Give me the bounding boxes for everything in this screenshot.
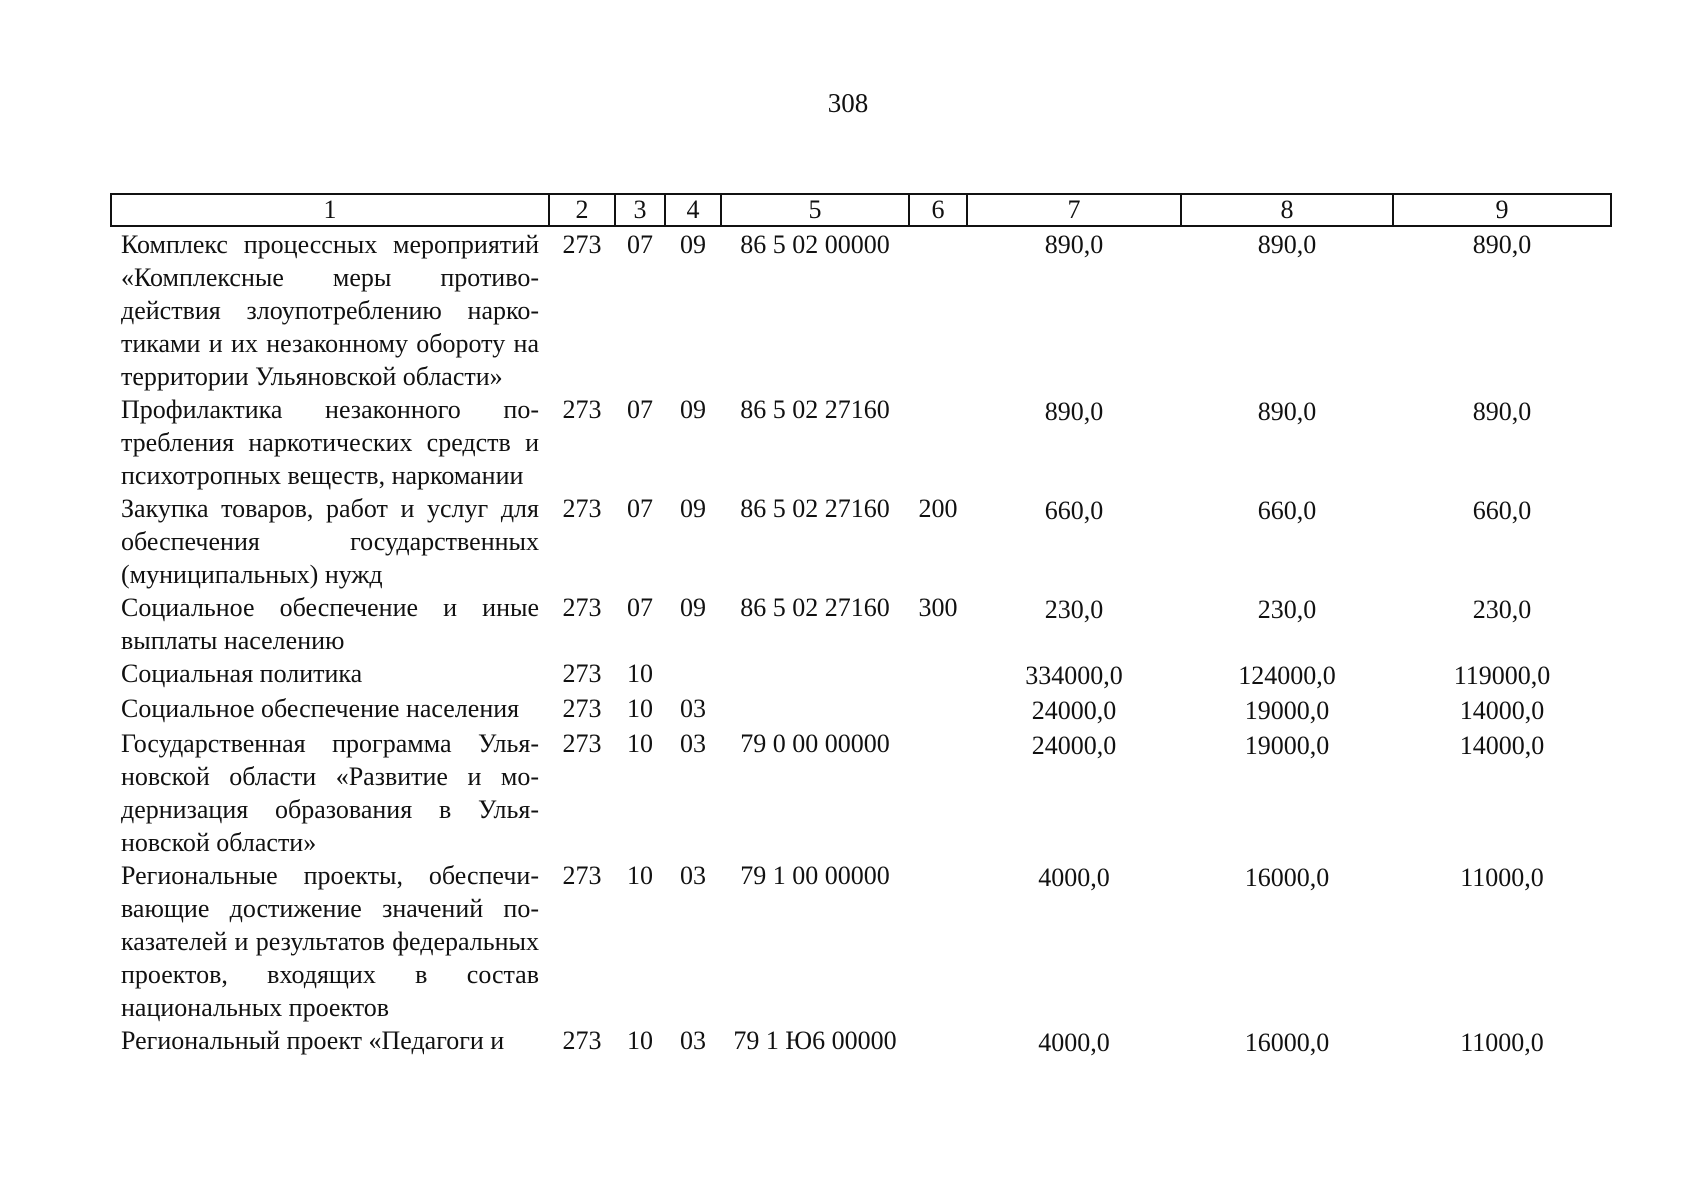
column-header: 9	[1393, 194, 1611, 226]
page-number: 308	[827, 88, 869, 118]
cell-code-6	[909, 1024, 967, 1059]
cell-code-3: 07	[627, 230, 653, 259]
cell-value-7: 334000,0	[1025, 661, 1123, 690]
table-row	[111, 492, 1611, 591]
cell-code-3: 07	[627, 593, 653, 622]
row-name: Комплекс процессных мероприятий «Комплексные меры противодействия злоупотреблению наркотиками и их незаконному обороту на территории Ульяновской области»	[121, 230, 539, 391]
cell-value-8: 16000,0	[1244, 1028, 1330, 1057]
cell-value-9: 14000,0	[1459, 731, 1545, 760]
cell-code-2: 273	[562, 1026, 602, 1055]
column-header: 5	[721, 194, 909, 226]
cell-code-6	[909, 692, 967, 727]
table-row	[111, 591, 1611, 657]
budget-table	[110, 193, 1612, 1059]
cell-value-7: 890,0	[1044, 230, 1104, 259]
table-row	[111, 727, 1611, 859]
cell-code-2: 273	[562, 494, 602, 523]
cell-code-2: 273	[562, 230, 602, 259]
cell-code-4: 09	[680, 593, 706, 622]
cell-value-7: 24000,0	[1031, 696, 1117, 725]
column-header: 2	[549, 194, 615, 226]
cell-code-2: 273	[562, 395, 602, 424]
row-name: Социальное обеспечение и иные выплаты населению	[121, 593, 539, 655]
cell-value-8: 124000,0	[1238, 661, 1336, 690]
cell-code-3: 07	[627, 395, 653, 424]
cell-value-7: 24000,0	[1031, 731, 1117, 760]
cell-code-5: 86 5 02 27160	[740, 593, 890, 622]
cell-code-6	[909, 226, 967, 393]
cell-code-2: 273	[562, 593, 602, 622]
table-row	[111, 393, 1611, 492]
cell-code-3: 07	[627, 494, 653, 523]
table-body	[111, 226, 1611, 1059]
column-header: 6	[909, 194, 967, 226]
row-name: Региональные проекты, обеспечивающие достижение значений показателей и результатов федеральных проектов, входящих в состав национальных проектов	[121, 861, 539, 1022]
cell-code-3: 10	[627, 1026, 653, 1055]
cell-value-9: 890,0	[1472, 397, 1532, 426]
cell-value-9: 11000,0	[1460, 1028, 1544, 1057]
cell-value-9: 14000,0	[1459, 696, 1545, 725]
cell-code-5: 86 5 02 27160	[740, 395, 890, 424]
cell-value-7: 4000,0	[1038, 1028, 1110, 1057]
cell-code-4: 09	[680, 395, 706, 424]
table-row	[111, 226, 1611, 393]
row-name: Профилактика незаконного потребления наркотических средств и психотропных веществ, наркомании	[121, 395, 539, 490]
column-header: 4	[665, 194, 721, 226]
cell-value-7: 890,0	[1044, 397, 1104, 426]
cell-code-4: 03	[680, 1026, 706, 1055]
table-row	[111, 657, 1611, 692]
row-name: Государственная программа Ульяновской области «Развитие и модернизация образования в Ульяновской области»	[121, 729, 539, 857]
cell-code-4	[665, 657, 721, 692]
cell-code-2: 273	[562, 729, 602, 758]
cell-code-6: 300	[918, 593, 958, 622]
table-row	[111, 859, 1611, 1024]
cell-code-5: 86 5 02 27160	[740, 494, 890, 523]
cell-code-4: 03	[680, 729, 706, 758]
table-row	[111, 1024, 1611, 1059]
cell-code-6	[909, 859, 967, 1024]
cell-code-5: 79 1 00 00000	[740, 861, 890, 890]
cell-code-2: 273	[562, 861, 602, 890]
row-name: Социальная политика	[121, 659, 363, 688]
cell-value-8: 660,0	[1257, 496, 1317, 525]
cell-value-7: 4000,0	[1038, 863, 1110, 892]
cell-value-9: 11000,0	[1460, 863, 1544, 892]
cell-code-5: 79 0 00 00000	[740, 729, 890, 758]
cell-code-3: 10	[627, 729, 653, 758]
cell-code-4: 03	[680, 694, 706, 723]
cell-code-3: 10	[627, 694, 653, 723]
cell-value-9: 660,0	[1472, 496, 1532, 525]
row-name: Закупка товаров, работ и услуг для обеспечения государственных (муниципальных) нужд	[121, 494, 539, 589]
cell-code-5	[721, 657, 909, 692]
cell-code-2: 273	[562, 659, 602, 688]
cell-code-5: 79 1 Ю6 00000	[733, 1026, 897, 1055]
cell-value-8: 890,0	[1257, 397, 1317, 426]
cell-code-3: 10	[627, 861, 653, 890]
cell-code-5: 86 5 02 00000	[740, 230, 890, 259]
column-header: 3	[615, 194, 665, 226]
cell-code-2: 273	[562, 694, 602, 723]
cell-code-6	[909, 727, 967, 859]
cell-value-7: 660,0	[1044, 496, 1104, 525]
cell-code-6	[909, 393, 967, 492]
row-name: Социальное обеспечение населения	[121, 694, 520, 723]
cell-value-8: 19000,0	[1244, 696, 1330, 725]
column-header: 1	[111, 194, 549, 226]
cell-value-9: 890,0	[1472, 230, 1532, 259]
cell-value-9: 119000,0	[1453, 661, 1551, 690]
cell-code-4: 09	[680, 494, 706, 523]
row-name: Региональный проект «Педагоги и	[121, 1026, 505, 1055]
cell-value-8: 890,0	[1257, 230, 1317, 259]
cell-value-9: 230,0	[1472, 595, 1532, 624]
cell-value-8: 19000,0	[1244, 731, 1330, 760]
cell-code-4: 03	[680, 861, 706, 890]
cell-value-8: 16000,0	[1244, 863, 1330, 892]
cell-code-4: 09	[680, 230, 706, 259]
column-header: 8	[1181, 194, 1393, 226]
header-row	[111, 194, 1611, 226]
cell-value-8: 230,0	[1257, 595, 1317, 624]
cell-code-6	[909, 657, 967, 692]
cell-code-6: 200	[918, 494, 958, 523]
cell-value-7: 230,0	[1044, 595, 1104, 624]
column-header: 7	[967, 194, 1181, 226]
table-row	[111, 692, 1611, 727]
cell-code-5	[721, 692, 909, 727]
table-header	[111, 194, 1611, 226]
cell-code-3: 10	[627, 659, 653, 688]
